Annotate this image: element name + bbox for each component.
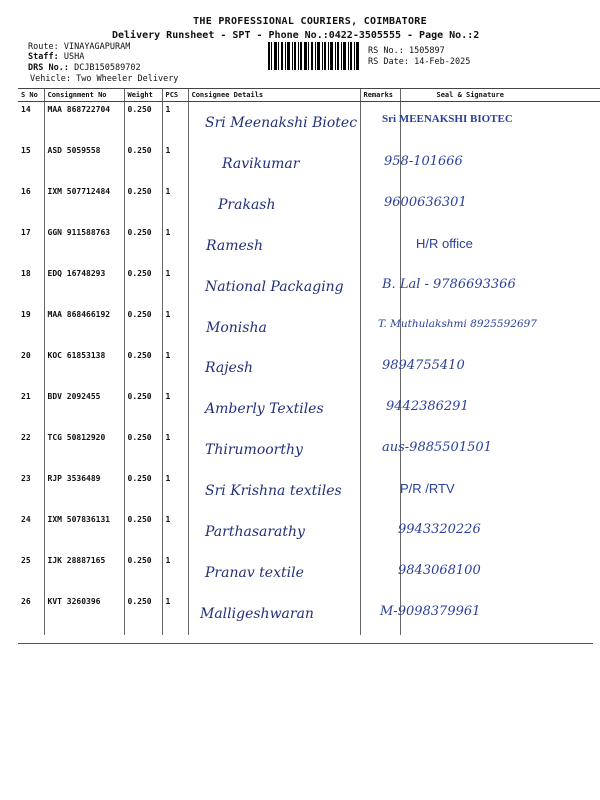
- cell-weight: 0.250: [124, 348, 162, 389]
- consignee-handwriting: Sri Meenakshi Biotec: [205, 115, 358, 131]
- signature-handwriting: 9894755410: [382, 358, 465, 374]
- cell-consignment: ASD 5059558: [44, 143, 124, 184]
- cell-pcs: 1: [162, 102, 188, 144]
- cell-sno: 18: [21, 269, 31, 278]
- consignee-handwriting: Thirumoorthy: [205, 442, 303, 459]
- col-consignment: Consignment No: [44, 89, 124, 102]
- staff-value: USHA: [63, 52, 85, 62]
- cell-consignment: EDQ 16748293: [44, 266, 124, 307]
- consignee-handwriting: Pranav textile: [205, 564, 304, 581]
- table-row: [18, 348, 600, 389]
- table-bottom-border: [18, 643, 593, 644]
- consignee-handwriting: Parthasarathy: [205, 524, 305, 540]
- consignee-handwriting: Monisha: [206, 319, 267, 336]
- route-value: VINAYAGAPURAM: [63, 42, 131, 52]
- cell-sno: 17: [21, 228, 31, 237]
- drs-label: DRS No.:: [28, 63, 69, 73]
- cell-consignment: MAA 868466192: [44, 307, 124, 348]
- cell-weight: 0.250: [124, 471, 162, 512]
- cell-pcs: 1: [162, 266, 188, 307]
- cell-consignment: RJP 3536489: [44, 471, 124, 512]
- col-remarks: Remarks: [360, 89, 400, 102]
- signature-handwriting: P/R /RTV: [400, 481, 455, 497]
- cell-weight: 0.250: [124, 143, 162, 184]
- vehicle-label: Vehicle:: [30, 74, 71, 84]
- rs-date-value: 14-Feb-2025: [414, 57, 471, 67]
- table-header-row: [18, 89, 600, 102]
- runsheet-table: [18, 88, 600, 635]
- col-sno: S No: [18, 89, 44, 102]
- cell-sno: 25: [21, 556, 31, 565]
- table-row: [18, 553, 600, 594]
- signature-handwriting: M-9098379961: [380, 603, 481, 619]
- cell-weight: 0.250: [124, 594, 162, 635]
- col-pcs: PCS: [162, 89, 188, 102]
- cell-pcs: 1: [162, 389, 188, 430]
- drs-line: [28, 63, 141, 73]
- cell-weight: 0.250: [124, 225, 162, 266]
- cell-sno: 21: [21, 392, 31, 401]
- col-seal: Seal & Signature: [400, 89, 600, 102]
- cell-weight: 0.250: [124, 102, 162, 144]
- table-row: [18, 225, 600, 266]
- cell-consignment: BDV 2092455: [44, 389, 124, 430]
- route-line: [28, 42, 130, 52]
- rs-date-label: RS Date:: [368, 57, 409, 67]
- cell-sno: 20: [21, 351, 31, 360]
- drs-value: DCJB150589702: [74, 63, 141, 73]
- consignee-handwriting: Amberly Textiles: [205, 401, 324, 418]
- cell-weight: 0.250: [124, 512, 162, 553]
- signature-handwriting: Sri MEENAKSHI BIOTEC: [382, 113, 513, 125]
- cell-consignment: IXM 507836131: [44, 512, 124, 553]
- cell-pcs: 1: [162, 348, 188, 389]
- cell-consignment: GGN 911588763: [44, 225, 124, 266]
- cell-weight: 0.250: [124, 430, 162, 471]
- consignee-handwriting: Sri Krishna textiles: [205, 483, 342, 500]
- signature-handwriting: 9843068100: [398, 562, 481, 578]
- cell-weight: 0.250: [124, 389, 162, 430]
- cell-weight: 0.250: [124, 553, 162, 594]
- cell-sno: 22: [21, 433, 31, 442]
- cell-consignment: IJK 28887165: [44, 553, 124, 594]
- rs-date-line: [368, 57, 470, 67]
- rs-no-line: [368, 46, 445, 56]
- table-row: [18, 184, 600, 225]
- cell-remarks: [360, 553, 400, 594]
- signature-handwriting: B. Lal - 9786693366: [382, 276, 516, 292]
- cell-pcs: 1: [162, 307, 188, 348]
- cell-sno: 16: [21, 187, 31, 196]
- table-row: [18, 143, 600, 184]
- staff-label: Staff:: [28, 52, 59, 62]
- cell-sno: 15: [21, 146, 31, 155]
- cell-consignment: TCG 50812920: [44, 430, 124, 471]
- col-weight: Weight: [124, 89, 162, 102]
- rs-no-label: RS No.:: [368, 46, 404, 56]
- cell-consignment: KOC 61853138: [44, 348, 124, 389]
- staff-line: [28, 52, 84, 62]
- signature-handwriting: 9600636301: [384, 194, 467, 210]
- signature-handwriting: 9943320226: [398, 522, 481, 537]
- cell-sno: 14: [21, 105, 31, 114]
- signature-handwriting: H/R office: [416, 235, 473, 251]
- rs-no-value: 1505897: [408, 46, 445, 56]
- cell-pcs: 1: [162, 430, 188, 471]
- cell-weight: 0.250: [124, 307, 162, 348]
- col-consignee: Consignee Details: [188, 89, 360, 102]
- cell-sno: 26: [21, 597, 31, 606]
- cell-consignment: KVT 3260396: [44, 594, 124, 635]
- runsheet-title: Delivery Runsheet - SPT - Phone No.:0422-3505555 - Page No.:2: [112, 30, 480, 41]
- consignee-handwriting: Ravikumar: [222, 155, 300, 172]
- cell-pcs: 1: [162, 225, 188, 266]
- signature-handwriting: aus-9885501501: [382, 440, 492, 456]
- cell-remarks: [360, 225, 400, 266]
- signature-handwriting: 958-101666: [384, 153, 463, 169]
- company-title: THE PROFESSIONAL COURIERS, COIMBATORE: [193, 16, 427, 27]
- table-row: [18, 512, 600, 553]
- table-row: [18, 430, 600, 471]
- cell-consignment: MAA 868722704: [44, 102, 124, 144]
- cell-weight: 0.250: [124, 266, 162, 307]
- cell-pcs: 1: [162, 553, 188, 594]
- consignee-handwriting: Malligeshwaran: [200, 605, 314, 622]
- cell-pcs: 1: [162, 512, 188, 553]
- barcode-image: [268, 42, 360, 70]
- consignee-handwriting: Prakash: [218, 196, 276, 213]
- cell-consignment: IXM 507712484: [44, 184, 124, 225]
- signature-handwriting: T. Muthulakshmi 8925592697: [378, 317, 537, 330]
- vehicle-value: Two Wheeler Delivery: [76, 74, 179, 84]
- cell-weight: 0.250: [124, 184, 162, 225]
- consignee-handwriting: Ramesh: [206, 237, 263, 254]
- cell-sno: 24: [21, 515, 31, 524]
- cell-pcs: 1: [162, 143, 188, 184]
- cell-remarks: [360, 471, 400, 512]
- cell-sno: 19: [21, 310, 31, 319]
- consignee-handwriting: Rajesh: [205, 360, 254, 377]
- route-label: Route:: [28, 42, 59, 52]
- cell-pcs: 1: [162, 471, 188, 512]
- cell-pcs: 1: [162, 184, 188, 225]
- signature-handwriting: 9442386291: [386, 399, 469, 415]
- vehicle-line: [30, 74, 178, 84]
- consignee-handwriting: National Packaging: [205, 278, 344, 295]
- cell-pcs: 1: [162, 594, 188, 635]
- cell-sno: 23: [21, 474, 31, 483]
- cell-remarks: [360, 512, 400, 553]
